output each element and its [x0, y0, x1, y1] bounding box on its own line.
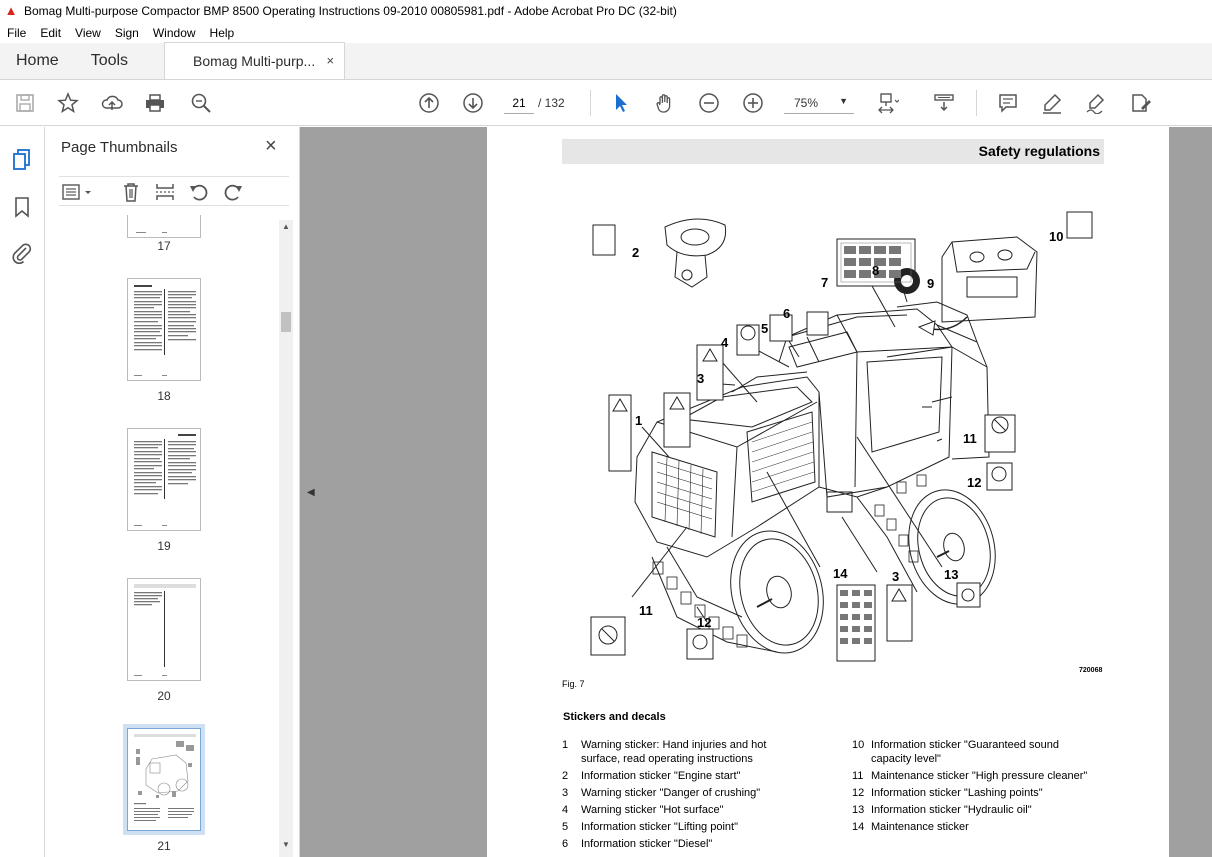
- list-item: 2 Information sticker "Engine start": [562, 770, 741, 782]
- toolbar: [0, 80, 1212, 126]
- compactor-figure: [557, 197, 1117, 677]
- menu-bar: [0, 22, 1212, 43]
- zoom-level-select[interactable]: [784, 92, 854, 114]
- section-heading: Stickers and decals: [563, 711, 666, 723]
- attachments-icon[interactable]: [10, 241, 34, 265]
- panel-title: Page Thumbnails: [61, 139, 178, 156]
- bookmark-star-icon[interactable]: [56, 91, 80, 115]
- tab-document-label: Bomag Multi-purp...: [193, 53, 316, 69]
- callout: 1: [635, 413, 643, 428]
- rotate-right-icon[interactable]: [222, 181, 244, 203]
- select-cursor-icon[interactable]: [609, 91, 633, 115]
- callout: 11: [963, 431, 977, 446]
- print-icon[interactable]: [143, 91, 167, 115]
- highlight-pen-icon[interactable]: [1040, 91, 1064, 115]
- menu-window[interactable]: Window: [152, 25, 196, 40]
- collapse-panel-icon[interactable]: ◀: [307, 487, 315, 498]
- zoom-out-icon[interactable]: [697, 91, 721, 115]
- list-item: 5 Information sticker "Lifting point": [562, 821, 738, 833]
- menu-edit[interactable]: Edit: [40, 25, 62, 40]
- tab-tools[interactable]: Tools: [90, 52, 129, 69]
- next-page-icon[interactable]: [461, 91, 485, 115]
- callout: 2: [632, 245, 640, 260]
- upload-cloud-icon[interactable]: [100, 91, 124, 115]
- page-thumbnails-icon[interactable]: [10, 147, 34, 171]
- menu-file[interactable]: File: [7, 25, 27, 40]
- window-title: Bomag Multi-purpose Compactor BMP 8500 Operating Instructions 09-2010 00805981.pdf - Adobe Acrobat Pro DC (32-bit): [24, 4, 677, 18]
- menu-sign[interactable]: Sign: [114, 25, 139, 40]
- bookmarks-icon[interactable]: [10, 195, 34, 219]
- list-item: 3 Warning sticker "Danger of crushing": [562, 787, 761, 799]
- page-number-input[interactable]: [504, 92, 534, 114]
- page-header-bar: [562, 139, 1104, 164]
- scroll-down-icon[interactable]: ▼: [282, 840, 290, 849]
- callout: 11: [639, 603, 653, 618]
- thumbnail-page[interactable]: [127, 278, 201, 381]
- thumbnail-label: 18: [157, 389, 171, 403]
- list-item: 1 Warning sticker: Hand injuries and hot surface, read operating instructions: [562, 739, 767, 765]
- callout: 10: [1049, 229, 1064, 244]
- thumbnail-label: 19: [157, 539, 171, 553]
- tab-close-icon[interactable]: ×: [326, 53, 335, 68]
- navigation-rail: [0, 127, 45, 857]
- title-bar: [0, 0, 1212, 22]
- toolbar-divider: [590, 90, 591, 116]
- edit-document-icon[interactable]: [1128, 91, 1152, 115]
- scroll-mode-icon[interactable]: [932, 91, 956, 115]
- thumbnail-page-selected[interactable]: [127, 728, 201, 831]
- callout: 7: [821, 275, 829, 290]
- callout: 5: [761, 321, 769, 336]
- thumbnail-label: 20: [157, 689, 171, 703]
- sign-pen-icon[interactable]: [1084, 91, 1108, 115]
- fit-page-icon[interactable]: [876, 91, 900, 115]
- search-zoom-icon[interactable]: [189, 91, 213, 115]
- thumbnail-label: 21: [157, 839, 171, 853]
- toolbar-divider: [976, 90, 977, 116]
- hand-tool-icon[interactable]: [653, 91, 677, 115]
- figure-code: 720068: [1079, 667, 1103, 674]
- callout: 3: [697, 371, 705, 386]
- thumbnail-page[interactable]: [127, 578, 201, 681]
- list-item: 6 Information sticker "Diesel": [562, 838, 713, 850]
- list-item: 12 Information sticker "Lashing points": [852, 787, 1043, 799]
- callout: 12: [697, 615, 712, 630]
- callout: 4: [721, 335, 729, 350]
- callout: 6: [783, 306, 791, 321]
- zoom-level-value: 75%: [794, 96, 819, 110]
- previous-page-icon[interactable]: [417, 91, 441, 115]
- callout: 14: [833, 566, 848, 581]
- close-icon[interactable]: ×: [265, 135, 277, 157]
- scroll-up-icon[interactable]: ▲: [282, 222, 290, 231]
- pdf-page: [487, 127, 1169, 857]
- zoom-in-icon[interactable]: [741, 91, 765, 115]
- extract-pages-icon[interactable]: [154, 181, 176, 203]
- sticker-list-left: [562, 738, 801, 854]
- callout: 9: [927, 276, 935, 291]
- thumbnail-page[interactable]: [127, 428, 201, 531]
- chevron-down-icon: ▼: [839, 96, 848, 106]
- save-icon[interactable]: [13, 91, 37, 115]
- acrobat-icon: ▲: [4, 3, 18, 18]
- callout: 3: [892, 569, 900, 584]
- thumbnails-panel: [45, 127, 300, 857]
- menu-help[interactable]: Help: [209, 25, 235, 40]
- sticker-list-right: [852, 738, 1091, 837]
- callout: 12: [967, 475, 982, 490]
- rotate-left-icon[interactable]: [188, 181, 210, 203]
- comment-icon[interactable]: [996, 91, 1020, 115]
- thumbnail-label: 17: [157, 239, 171, 253]
- list-item: 11 Maintenance sticker "High pressure cleaner": [852, 770, 1088, 782]
- delete-icon[interactable]: [120, 181, 142, 203]
- thumbnail-options-icon[interactable]: [61, 181, 95, 203]
- list-item: 4 Warning sticker "Hot surface": [562, 804, 724, 816]
- page-total: / 132: [538, 96, 565, 110]
- list-item: 10 Information sticker "Guaranteed sound capacity level": [852, 739, 1059, 765]
- tab-home[interactable]: Home: [16, 52, 59, 69]
- menu-view[interactable]: View: [75, 25, 101, 40]
- figure-caption: Fig. 7: [562, 679, 585, 689]
- scrollbar-thumb[interactable]: [281, 312, 291, 332]
- page-header: Safety regulations: [978, 143, 1100, 159]
- list-item: 13 Information sticker "Hydraulic oil": [852, 804, 1032, 816]
- thumbnail-list: [59, 215, 279, 857]
- callout: 13: [944, 567, 959, 582]
- tab-document[interactable]: [164, 42, 345, 79]
- panel-toolbar: [59, 176, 289, 206]
- list-item: 14 Maintenance sticker: [852, 821, 969, 833]
- thumbnail-page[interactable]: [127, 215, 201, 238]
- thumbnail-scrollbar[interactable]: [279, 220, 293, 857]
- tab-bar: [0, 43, 1212, 80]
- callout: 8: [872, 263, 880, 278]
